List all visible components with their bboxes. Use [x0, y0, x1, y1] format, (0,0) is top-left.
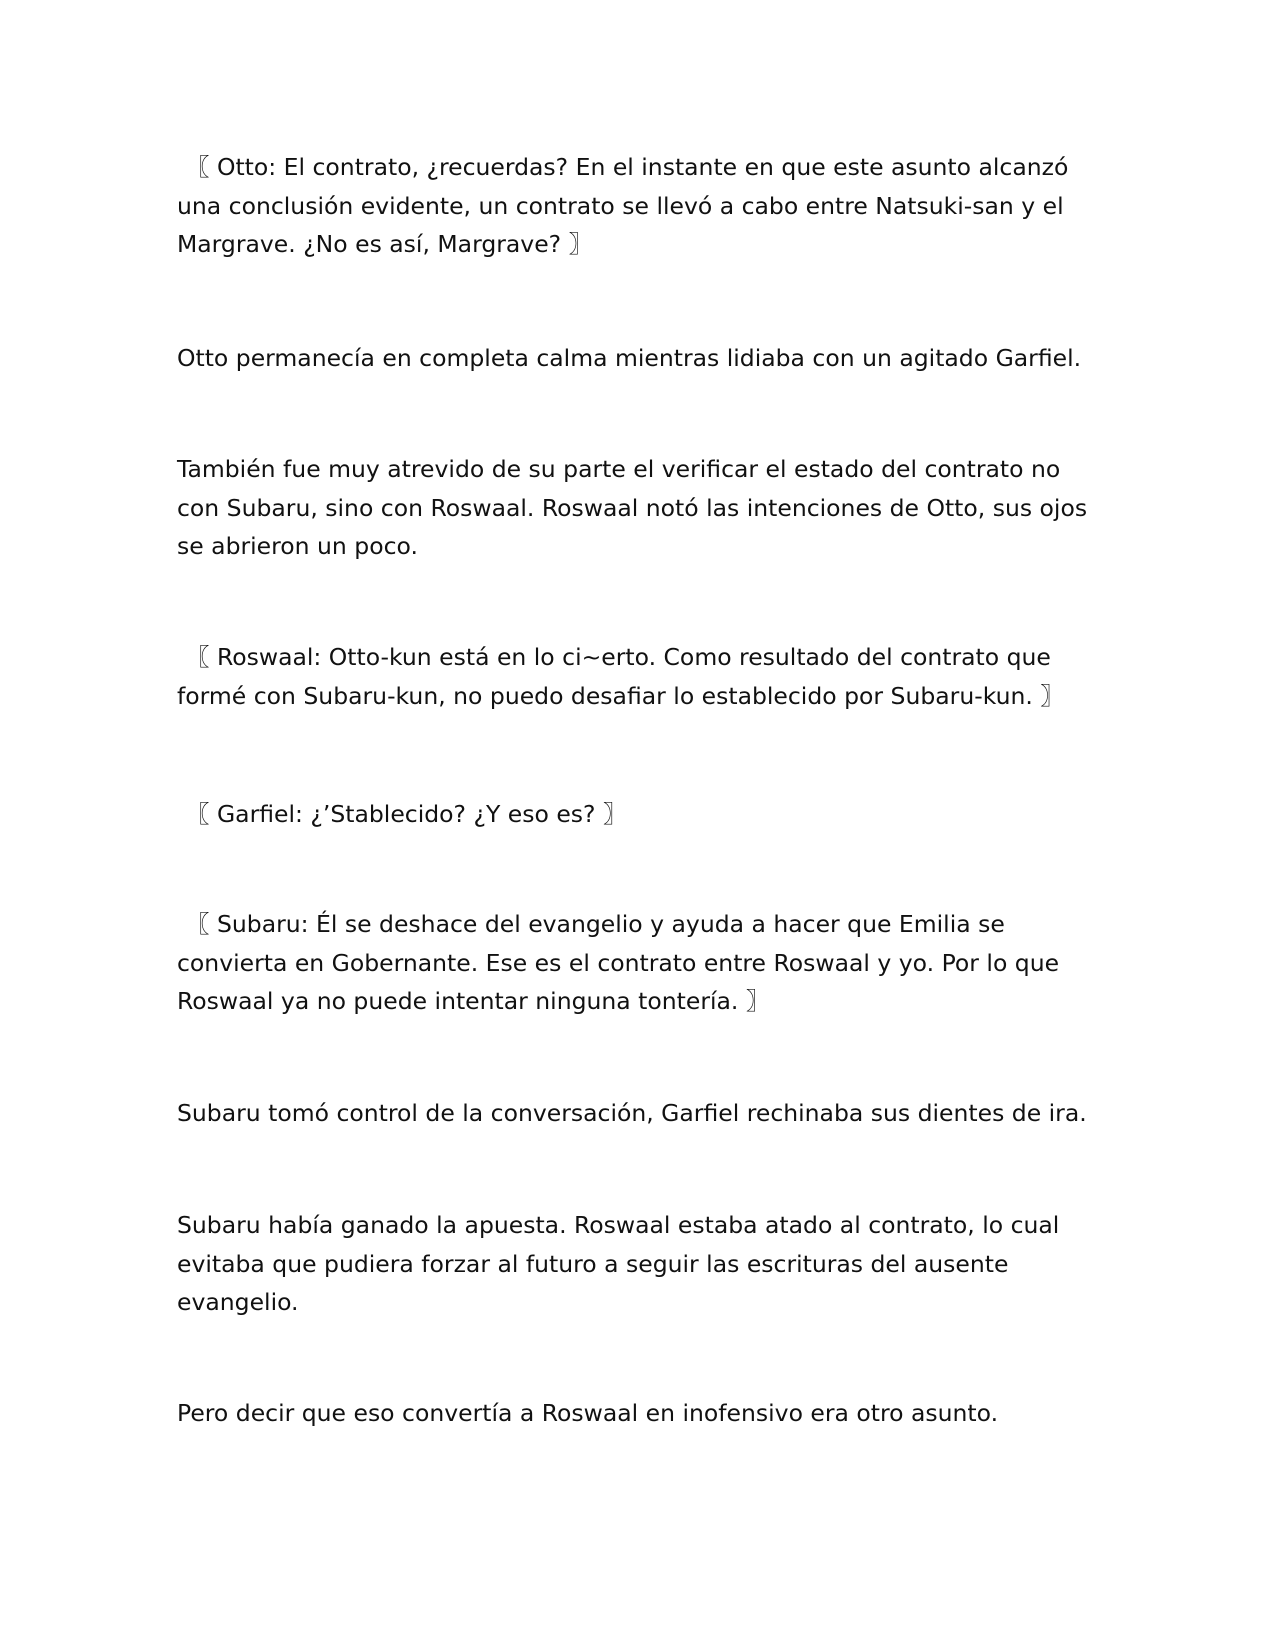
dialogue-garfiel: 〖 Garfiel: ¿’Stablecido? ¿Y eso es? 〗 — [186, 800, 627, 828]
narration-paragraph: Subaru había ganado la apuesta. Roswaal estaba atado al contrato, lo cual evitaba que pudiera forzar al futuro a seguir las escrituras del ausente evangelio. — [177, 1211, 1060, 1316]
narration-paragraph: También fue muy atrevido de su parte el verificar el estado del contrato no con Subaru, sino con Roswaal. Roswaal notó las intenciones de Otto, sus ojos se abrieron un poco. — [177, 455, 1088, 560]
dialogue-roswaal: 〖 Roswaal: Otto-kun está en lo ci~erto. Como resultado del contrato que formé con Subaru-kun, no puedo desafiar lo establecido por Subaru-kun. 〗 — [177, 643, 1064, 710]
narration-paragraph: Pero decir que eso convertía a Roswaal en inofensivo era otro asunto. — [177, 1399, 999, 1427]
dialogue-subaru: 〖 Subaru: Él se deshace del evangelio y ayuda a hacer que Emilia se convierta en Gobernante. Ese es el contrato entre Roswaal y yo. Por lo que Roswaal ya no puede intentar ninguna tontería. 〗 — [177, 910, 1060, 1015]
dialogue-otto: 〖 Otto: El contrato, ¿recuerdas? En el instante en que este asunto alcanzó una conclusión evidente, un contrato se llevó a cabo entre Natsuki-san y el Margrave. ¿No es así, Margrave? 〗 — [177, 153, 1069, 258]
narration-paragraph: Subaru tomó control de la conversación, Garfiel rechinaba sus dientes de ira. — [177, 1099, 1087, 1127]
narration-paragraph: Otto permanecía en completa calma mientras lidiaba con un agitado Garfiel. — [177, 344, 1082, 372]
